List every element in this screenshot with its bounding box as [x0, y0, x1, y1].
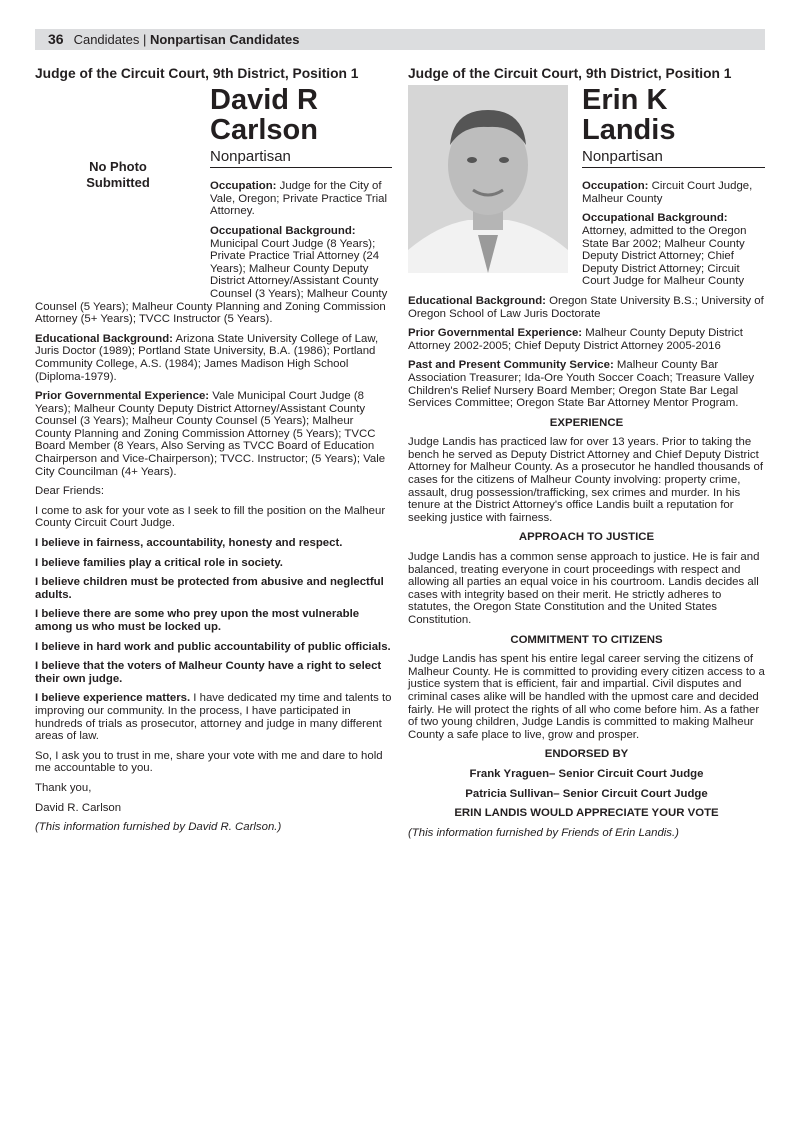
commitment-text: Judge Landis has spent his entire legal career serving the citizens of Malheur County. He is committed to providing every citizen access to a justice system that is efficient, fair and impartial. Civil disputes and criminal cases alike will be handled with the upmost care and decided fairly. He will protect the rights of all who come before him. As a father of two young children, Judge Landis is committed to making Malheur County a safe place to live, grow and prosper.	[408, 653, 765, 741]
endorser: Patricia Sullivan– Senior Circuit Court Judge	[465, 787, 708, 800]
value: I have dedicated my time and talents to improving our community. In the process, I have participated in hundreds of trials as prosecutor, attorney and judge in many different areas of law.	[35, 692, 392, 743]
furnished-by: (This information furnished by Friends of Erin Landis.)	[408, 826, 679, 839]
experience-heading: EXPERIENCE	[549, 416, 624, 429]
party: Nonpartisan	[582, 151, 765, 169]
furnished-by: (This information furnished by David R. Carlson.)	[35, 821, 282, 834]
vote-appeal: ERIN LANDIS WOULD APPRECIATE YOUR VOTE	[454, 807, 719, 820]
value: Attorney, admitted to the Oregon State Bar 2002; Malheur County Deputy District Attorney; Chief Deputy District Attorney; Circuit Court Judge for Malheur County	[582, 224, 747, 288]
label: Occupation:	[582, 180, 649, 193]
label: Past and Present Community Service:	[408, 359, 614, 372]
label: Educational Background:	[408, 294, 546, 307]
experience	[35, 692, 392, 742]
belief: I believe there are some who prey upon the most vulnerable among us who must be locked up.	[35, 608, 360, 633]
label: Occupation:	[210, 180, 277, 193]
candidate-landis	[408, 68, 765, 846]
name-line-1: Erin K	[582, 83, 668, 116]
governmental-experience	[35, 390, 392, 478]
closing: So, I ask you to trust in me, share your vote with me and dare to hold me accountable to you.	[35, 749, 383, 775]
value: Malheur County Bar Association Treasurer; Ida-Ore Youth Soccer Coach; Treasure Valley Children's Relief Nursery Board Member; Oregon State Bar Legal Services Committee; Oregon State Bar Attorney Mentor Program.	[408, 359, 755, 410]
thanks: Thank you,	[35, 781, 92, 794]
commitment-heading: COMMITMENT TO CITIZENS	[510, 633, 663, 646]
label: Occupational Background:	[582, 212, 728, 225]
portrait-icon	[408, 85, 568, 273]
governmental-experience	[408, 327, 765, 352]
section-label: Candidates |	[73, 32, 150, 47]
signature: David R. Carlson	[35, 801, 122, 814]
candidate-photo	[408, 85, 568, 273]
value: Circuit Court Judge, Malheur County	[582, 180, 753, 205]
greeting: Dear Friends:	[35, 485, 105, 498]
approach-heading: APPROACH TO JUSTICE	[518, 531, 655, 544]
belief: I believe families play a critical role in society.	[35, 556, 283, 569]
value: Malheur County Deputy District Attorney 2002-2005; Chief Deputy District Attorney 2005-2016	[408, 327, 743, 352]
value: Oregon State University B.S.; University of Oregon School of Law Juris Doctorate	[408, 294, 764, 320]
endorser: Frank Yraguen– Senior Circuit Court Judge	[469, 767, 704, 780]
experience-text: Judge Landis has practiced law for over 13 years. Prior to taking the bench he served as Deputy District Attorney and Chief Deputy District Attorney for Malheur County. As a prosecutor he handled thousands of cases for the citizens of Malheur County involving: property crime, assault, drug possession/trafficking, sex crimes and murder. In his tenure at the District Attorney's office Landis built a reputation for seeking justice with fairness.	[408, 436, 764, 524]
race-title: Judge of the Circuit Court, 9th District, Position 1	[35, 66, 359, 81]
belief: I believe in fairness, accountability, honesty and respect.	[35, 537, 343, 550]
educational-background	[35, 333, 392, 383]
label: Prior Governmental Experience:	[35, 390, 210, 403]
party: Nonpartisan	[210, 151, 392, 169]
community-service	[408, 359, 765, 409]
belief: I believe in hard work and public accountability of public officials.	[35, 640, 391, 653]
page-header	[35, 29, 765, 50]
no-photo-placeholder	[35, 85, 200, 291]
name-line-1: David R	[210, 83, 318, 116]
name-line-2: Carlson	[210, 113, 318, 146]
label: Occupational Background:	[210, 224, 356, 237]
intro: I come to ask for your vote as I seek to fill the position on the Malheur County Circuit Court Judge.	[35, 504, 386, 530]
candidate-carlson	[35, 68, 392, 841]
belief: I believe children must be protected from abusive and neglectful adults.	[35, 576, 384, 601]
educational-background	[408, 295, 765, 320]
label: Educational Background:	[35, 332, 173, 345]
race-title: Judge of the Circuit Court, 9th District, Position 1	[408, 66, 732, 81]
approach-text: Judge Landis has a common sense approach to justice. He is fair and balanced, treating everyone in court proceedings with respect and allowing all parties an equal voice in his courtroom. Landis decides all cases with integrity based on their merit. He strictly adheres to statutes, the Oregon State Constitution and the United States Constitution.	[408, 551, 760, 626]
name-line-2: Landis	[582, 113, 676, 146]
value: Vale Municipal Court Judge (8 Years); Malheur County Deputy District Attorney/Assistant County Counsel (3 Years); Malheur County Counsel (5 Years); Malheur County Planning and Zoning Commission Attorney (5 Years); TVCC Board Member (8 Years, Also Serving as TVCC Board of Education Chairperson and Vice-Chairperson); TVCC. Instructor; (5 Years); Vale City Councilman (4+ Years).	[35, 390, 386, 478]
belief: I believe that the voters of Malheur County have a right to select their own judge.	[35, 660, 382, 685]
value: Municipal Court Judge (8 Years); Private Practice Trial Attorney (24 Years); Malheur County Deputy District Attorney/Assistant County Counsel (3 Years); Malheur County Counsel (5 Years); Malheur County Planning and Zoning Commission Attorney (5+ Years); TVCC Instructor (5 Years).	[35, 237, 388, 326]
value: Arizona State University College of Law, Juris Doctor (1989); Portland State University, B.A. (1986); Portland Community College, A.S. (1984); James Madison High School (Diploma-1979).	[35, 332, 379, 383]
subsection-label: Nonpartisan Candidates	[149, 32, 300, 47]
label: I believe experience matters.	[35, 692, 191, 705]
endorsed-heading: ENDORSED BY	[544, 748, 629, 761]
value: Judge for the City of Vale, Oregon; Private Practice Trial Attorney.	[210, 180, 388, 218]
label: Prior Governmental Experience:	[408, 327, 583, 340]
page-number: 36	[48, 31, 64, 47]
no-photo-text: No Photo Submitted	[86, 158, 150, 190]
